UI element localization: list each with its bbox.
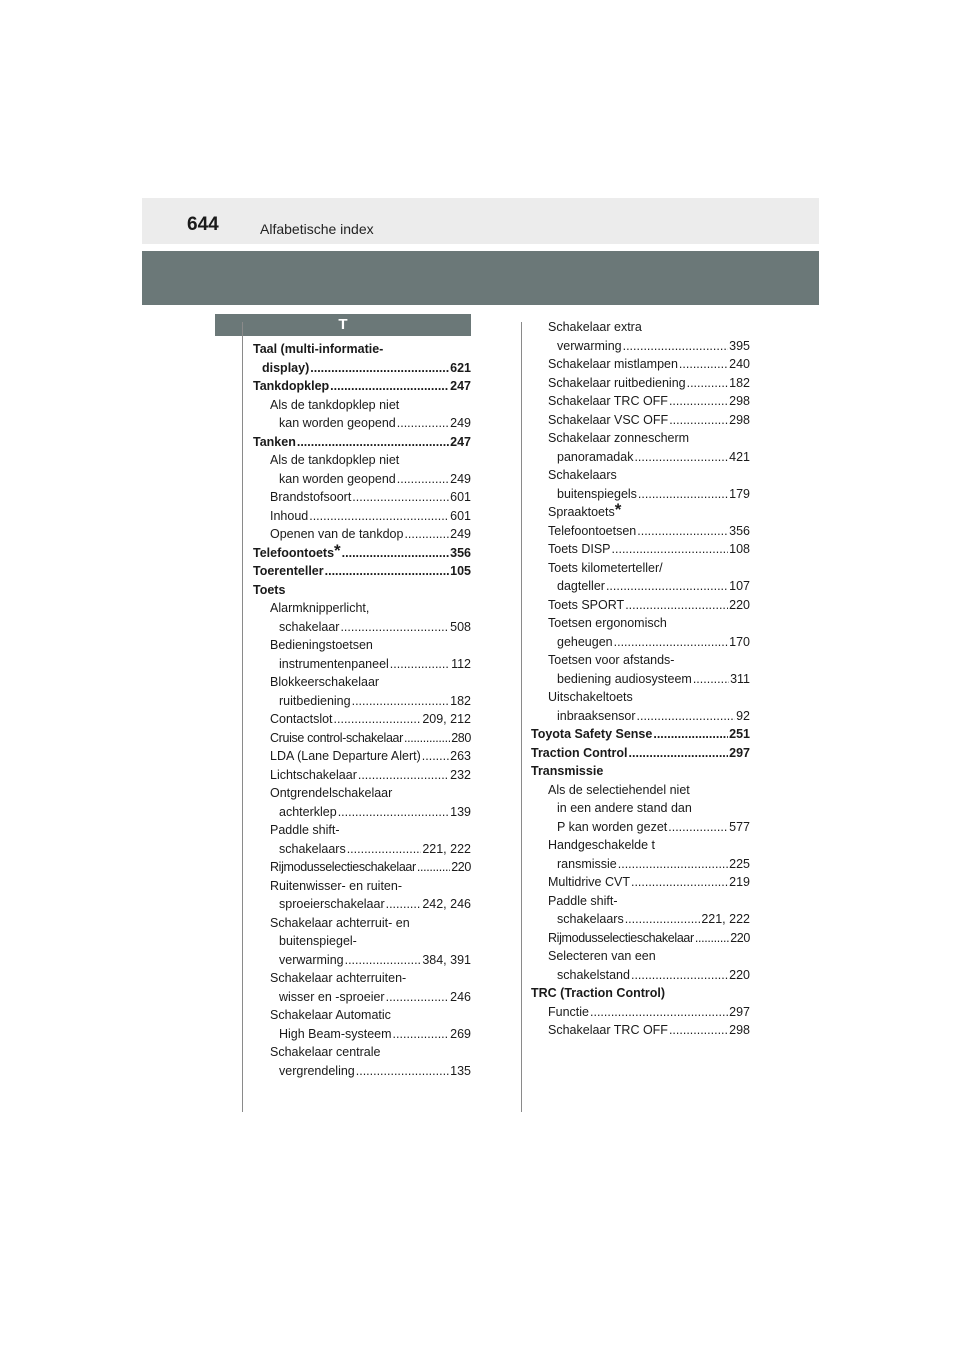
index-subentry bbox=[253, 451, 471, 488]
entry-text: ruitbediening bbox=[279, 693, 351, 708]
page-ref: 139 bbox=[450, 804, 471, 819]
entry-text: ransmissie bbox=[557, 856, 617, 871]
page-ref: 240 bbox=[729, 357, 750, 371]
index-subentry bbox=[253, 673, 471, 710]
index-entry bbox=[531, 744, 750, 763]
index-subentry bbox=[253, 1006, 471, 1043]
index-subentry bbox=[253, 599, 471, 636]
index-subentry bbox=[531, 1003, 750, 1022]
entry-text: Blokkeerschakelaar bbox=[270, 675, 380, 689]
index-entry bbox=[531, 725, 750, 744]
page-ref: 225 bbox=[729, 856, 750, 871]
index-subentry bbox=[253, 858, 471, 877]
page-ref: 112 bbox=[451, 656, 471, 671]
entry-text: Schakelaars bbox=[548, 468, 617, 482]
entry-text: buitenspiegel- bbox=[279, 934, 357, 948]
page-ref: 621 bbox=[450, 360, 471, 375]
entry-text: P kan worden gezet bbox=[557, 819, 668, 834]
index-entry bbox=[531, 762, 750, 781]
entry-text: Selecteren van een bbox=[548, 949, 656, 963]
entry-text: Toerenteller bbox=[253, 564, 324, 578]
entry-text: Spraaktoets bbox=[548, 505, 615, 519]
page-ref: 108 bbox=[729, 542, 750, 556]
page-ref: 221, 222 bbox=[701, 912, 750, 926]
index-subentry bbox=[531, 500, 750, 522]
index-subentry bbox=[531, 355, 750, 374]
page-ref: 421 bbox=[729, 449, 750, 464]
entry-text: Schakelaar Automatic bbox=[270, 1008, 391, 1022]
page-ref: 107 bbox=[729, 579, 750, 593]
page-ref: 298 bbox=[729, 394, 750, 408]
entry-text: Contactslot bbox=[270, 712, 333, 726]
index-subentry bbox=[253, 636, 471, 673]
entry-text: Uitschakeltoets bbox=[548, 690, 633, 704]
page-ref: 247 bbox=[450, 379, 471, 393]
page-ref: 249 bbox=[450, 416, 471, 430]
entry-text: Cruise control-schakelaar bbox=[270, 730, 403, 745]
index-column-left bbox=[253, 340, 471, 1080]
entry-text: in een andere stand dan bbox=[557, 801, 692, 815]
entry-text: High Beam-systeem bbox=[279, 1026, 392, 1041]
index-subentry bbox=[253, 396, 471, 433]
index-subentry bbox=[531, 374, 750, 393]
entry-text: Lichtschakelaar bbox=[270, 767, 357, 782]
entry-text: Rijmodusselectieschakelaar bbox=[548, 930, 694, 945]
entry-text: Toets SPORT bbox=[548, 597, 625, 612]
entry-text: Paddle shift- bbox=[270, 823, 340, 837]
index-subentry bbox=[531, 929, 750, 948]
entry-text: LDA (Lane Departure Alert) bbox=[270, 749, 421, 763]
index-subentry bbox=[531, 651, 750, 688]
entry-text: Toets DISP bbox=[548, 542, 611, 556]
entry-text: Multidrive CVT bbox=[548, 875, 630, 889]
entry-text: Als de tankdopklep niet bbox=[270, 453, 400, 467]
page-ref: 92 bbox=[736, 708, 750, 723]
entry-text: Traction Control bbox=[531, 745, 628, 760]
header-band bbox=[142, 198, 819, 244]
entry-text: Schakelaar centrale bbox=[270, 1045, 381, 1059]
index-subentry bbox=[253, 766, 471, 785]
page-ref: 249 bbox=[450, 527, 471, 541]
column-divider-left bbox=[242, 322, 243, 1112]
index-subentry bbox=[531, 522, 750, 541]
index-subentry bbox=[531, 411, 750, 430]
page-ref: 221, 222 bbox=[422, 841, 471, 856]
entry-text: Rijmodusselectieschakelaar bbox=[270, 860, 416, 874]
entry-text: Functie bbox=[548, 1004, 589, 1019]
index-subentry bbox=[531, 559, 750, 596]
entry-text: wisser en -sproeier bbox=[279, 989, 385, 1004]
page-ref: 356 bbox=[729, 523, 750, 538]
entry-text: schakelaars bbox=[557, 912, 624, 926]
entry-text: Alarmknipperlicht, bbox=[270, 601, 370, 615]
index-subentry bbox=[253, 877, 471, 914]
index-subentry bbox=[253, 525, 471, 544]
index-subentry bbox=[253, 1043, 471, 1080]
entry-text: schakelaar bbox=[279, 619, 340, 634]
entry-text: dagteller bbox=[557, 579, 605, 593]
page-ref: 246 bbox=[450, 989, 471, 1004]
page-ref: 179 bbox=[729, 486, 750, 501]
page-ref: 219 bbox=[729, 875, 750, 889]
page-ref: 170 bbox=[729, 634, 750, 649]
page-ref: 577 bbox=[729, 819, 750, 834]
entry-text: Schakelaar TRC OFF bbox=[548, 394, 668, 408]
page-ref: 395 bbox=[729, 338, 750, 353]
index-subentry bbox=[531, 429, 750, 466]
entry-text: Schakelaar mistlampen bbox=[548, 357, 678, 371]
page-ref: 356 bbox=[450, 545, 471, 560]
page-ref: 297 bbox=[729, 1004, 750, 1019]
index-column-right bbox=[531, 318, 750, 1040]
entry-text: schakelstand bbox=[557, 967, 630, 982]
page-ref: 269 bbox=[450, 1026, 471, 1041]
entry-text: vergrendeling bbox=[279, 1063, 355, 1078]
entry-text: Schakelaar extra bbox=[548, 320, 642, 334]
page-ref: 105 bbox=[450, 564, 471, 578]
index-entry bbox=[253, 377, 471, 396]
page-ref: 280 bbox=[451, 730, 471, 745]
index-subentry bbox=[531, 1021, 750, 1040]
index-subentry bbox=[531, 873, 750, 892]
page-ref: 135 bbox=[450, 1063, 471, 1078]
entry-text: Toetsen voor afstands- bbox=[548, 653, 675, 667]
page-ref: 182 bbox=[729, 375, 750, 390]
page-ref: 298 bbox=[729, 412, 750, 427]
index-subentry bbox=[253, 969, 471, 1006]
page-ref: 601 bbox=[450, 490, 471, 504]
entry-text: Toyota Safety Sense bbox=[531, 727, 653, 741]
entry-text: geheugen bbox=[557, 634, 613, 649]
index-subentry bbox=[253, 729, 471, 748]
page-ref: 220 bbox=[729, 597, 750, 612]
index-letter-tab: T bbox=[215, 314, 471, 336]
page-ref: 384, 391 bbox=[422, 952, 471, 967]
entry-text: inbraaksensor bbox=[557, 708, 636, 723]
entry-text: Transmissie bbox=[531, 764, 604, 778]
column-divider-middle bbox=[521, 322, 522, 1112]
entry-text: Telefoontoets bbox=[253, 545, 335, 560]
index-subentry bbox=[253, 710, 471, 729]
entry-text: Tanken bbox=[253, 434, 296, 449]
index-subentry bbox=[531, 596, 750, 615]
entry-text: Schakelaar VSC OFF bbox=[548, 412, 669, 427]
page-ref: 220 bbox=[451, 860, 471, 874]
page-ref: 220 bbox=[729, 967, 750, 982]
index-subentry bbox=[531, 688, 750, 725]
entry-text: verwarming bbox=[557, 338, 622, 353]
index-subentry bbox=[531, 836, 750, 873]
entry-text: Ruitenwisser- en ruiten- bbox=[270, 878, 402, 893]
entry-text: TRC (Traction Control) bbox=[531, 986, 666, 1000]
index-entry bbox=[253, 562, 471, 581]
index-entry bbox=[531, 984, 750, 1003]
index-entry bbox=[253, 433, 471, 452]
entry-text: Schakelaar ruitbediening bbox=[548, 375, 686, 390]
index-subentry bbox=[531, 892, 750, 929]
page-ref: 209, 212 bbox=[422, 712, 471, 726]
entry-text: Bedieningstoetsen bbox=[270, 638, 373, 652]
entry-text: sproeierschakelaar bbox=[279, 897, 385, 911]
index-subentry bbox=[253, 747, 471, 766]
entry-text: Schakelaar achterruit- en bbox=[270, 915, 410, 930]
page-ref: 251 bbox=[729, 727, 750, 741]
entry-text: bediening audiosysteem bbox=[557, 671, 692, 686]
index-entry bbox=[253, 340, 471, 377]
page-ref: 311 bbox=[730, 671, 750, 686]
page-ref: 249 bbox=[450, 471, 471, 486]
index-entry bbox=[253, 544, 471, 563]
index-subentry bbox=[531, 392, 750, 411]
entry-text: Als de selectiehendel niet bbox=[548, 782, 690, 797]
index-subentry bbox=[531, 318, 750, 355]
entry-text: achterklep bbox=[279, 804, 337, 819]
entry-text: Telefoontoetsen bbox=[548, 523, 637, 538]
page-ref: 220 bbox=[730, 930, 750, 945]
page-ref: 247 bbox=[450, 434, 471, 449]
entry-text: Schakelaar achterruiten- bbox=[270, 971, 407, 985]
index-subentry bbox=[253, 784, 471, 821]
index-subentry bbox=[253, 488, 471, 507]
entry-text: Handgeschakelde t bbox=[548, 838, 656, 852]
page-ref: 182 bbox=[450, 693, 471, 708]
entry-text: Toets kilometerteller/ bbox=[548, 560, 663, 575]
index-subentry bbox=[253, 914, 471, 970]
index-subentry bbox=[253, 507, 471, 526]
page-title: Alfabetische index bbox=[260, 221, 374, 237]
entry-text: Toets bbox=[253, 582, 286, 597]
index-subentry bbox=[253, 821, 471, 858]
entry-text: Paddle shift- bbox=[548, 893, 618, 908]
index-subentry bbox=[531, 466, 750, 503]
index-subentry bbox=[531, 540, 750, 559]
entry-text: Schakelaar zonnescherm bbox=[548, 431, 690, 445]
entry-text: instrumentenpaneel bbox=[279, 656, 389, 671]
entry-text: Taal (multi-informatie- bbox=[253, 342, 384, 356]
entry-text: Toetsen ergonomisch bbox=[548, 616, 667, 630]
asterisk-marker: * bbox=[334, 543, 341, 560]
index-subentry bbox=[531, 614, 750, 651]
entry-text: kan worden geopend bbox=[279, 416, 396, 430]
page-ref: 232 bbox=[450, 767, 471, 782]
entry-text: Ontgrendelschakelaar bbox=[270, 786, 393, 800]
index-entry bbox=[253, 581, 471, 600]
entry-text: verwarming bbox=[279, 952, 344, 967]
entry-text: Als de tankdopklep niet bbox=[270, 397, 400, 412]
entry-text: Brandstofsoort bbox=[270, 490, 352, 504]
page-ref: 508 bbox=[450, 619, 471, 634]
entry-text: buitenspiegels bbox=[557, 486, 637, 501]
entry-text: kan worden geopend bbox=[279, 471, 396, 486]
page-number: 644 bbox=[187, 214, 219, 235]
page-ref: 601 bbox=[450, 508, 471, 523]
entry-text: display) bbox=[262, 360, 310, 375]
entry-text: Inhoud bbox=[270, 508, 309, 523]
page-ref: 297 bbox=[729, 745, 750, 760]
index-subentry bbox=[531, 947, 750, 984]
entry-text: Openen van de tankdop bbox=[270, 527, 404, 541]
page-ref: 298 bbox=[729, 1023, 750, 1037]
index-subentry bbox=[531, 781, 750, 837]
entry-text: Schakelaar TRC OFF bbox=[548, 1023, 668, 1037]
asterisk-marker: * bbox=[614, 500, 622, 519]
entry-text: Tankdopklep bbox=[253, 379, 330, 393]
page-ref: 263 bbox=[450, 749, 471, 763]
page-ref: 242, 246 bbox=[422, 897, 471, 911]
header-bar bbox=[142, 251, 819, 305]
entry-text: panoramadak bbox=[557, 449, 634, 464]
entry-text: schakelaars bbox=[279, 841, 346, 856]
